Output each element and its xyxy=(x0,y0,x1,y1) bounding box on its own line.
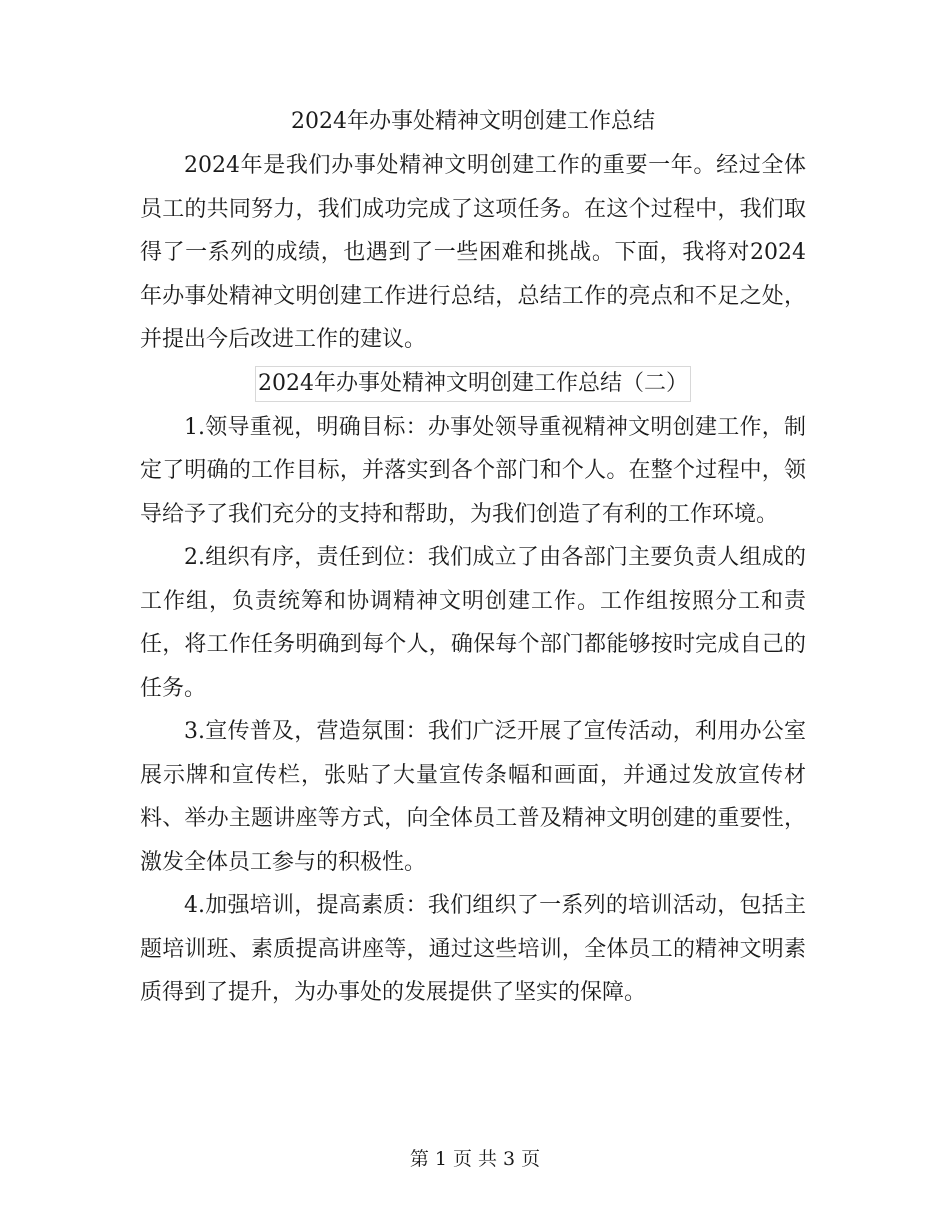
list-item: 4.加强培训，提高素质：我们组织了一系列的培训活动，包括主题培训班、素质提高讲座等，通过这些培训，全体员工的精神文明素质得到了提升，为办事处的发展提供了坚实的保障。 xyxy=(140,893,806,1005)
document-title: 2024年办事处精神文明创建工作总结 xyxy=(291,109,655,134)
list-item: 2.组织有序，责任到位：我们成立了由各部门主要负责人组成的工作组，负责统筹和协调精神文明创建工作。工作组按照分工和责任，将工作任务明确到每个人，确保每个部门都能够按时完成自己的任务。 xyxy=(140,545,806,701)
intro-paragraph: 2024年是我们办事处精神文明创建工作的重要一年。经过全体员工的共同努力，我们成功完成了这项任务。在这个过程中，我们取得了一系列的成绩，也遇到了一些困难和挑战。下面，我将对2024年办事处精神文明创建工作进行总结，总结工作的亮点和不足之处，并提出今后改进工作的建议。 xyxy=(140,153,806,352)
page-number-footer: 第 1 页 共 3 页 xyxy=(409,1148,541,1170)
section-subtitle: 2024年办事处精神文明创建工作总结（二） xyxy=(255,366,691,402)
list-item: 3.宣传普及，营造氛围：我们广泛开展了宣传活动，利用办公室展示牌和宣传栏，张贴了大量宣传条幅和画面，并通过发放宣传材料、举办主题讲座等方式，向全体员工普及精神文明创建的重要性，激发全体员工参与的积极性。 xyxy=(140,719,806,875)
document-body xyxy=(140,100,806,1015)
list-item: 1.领导重视，明确目标：办事处领导重视精神文明创建工作，制定了明确的工作目标，并落实到各个部门和个人。在整个过程中，领导给予了我们充分的支持和帮助，为我们创造了有利的工作环境。 xyxy=(140,414,806,527)
subtitle-row xyxy=(140,362,806,406)
